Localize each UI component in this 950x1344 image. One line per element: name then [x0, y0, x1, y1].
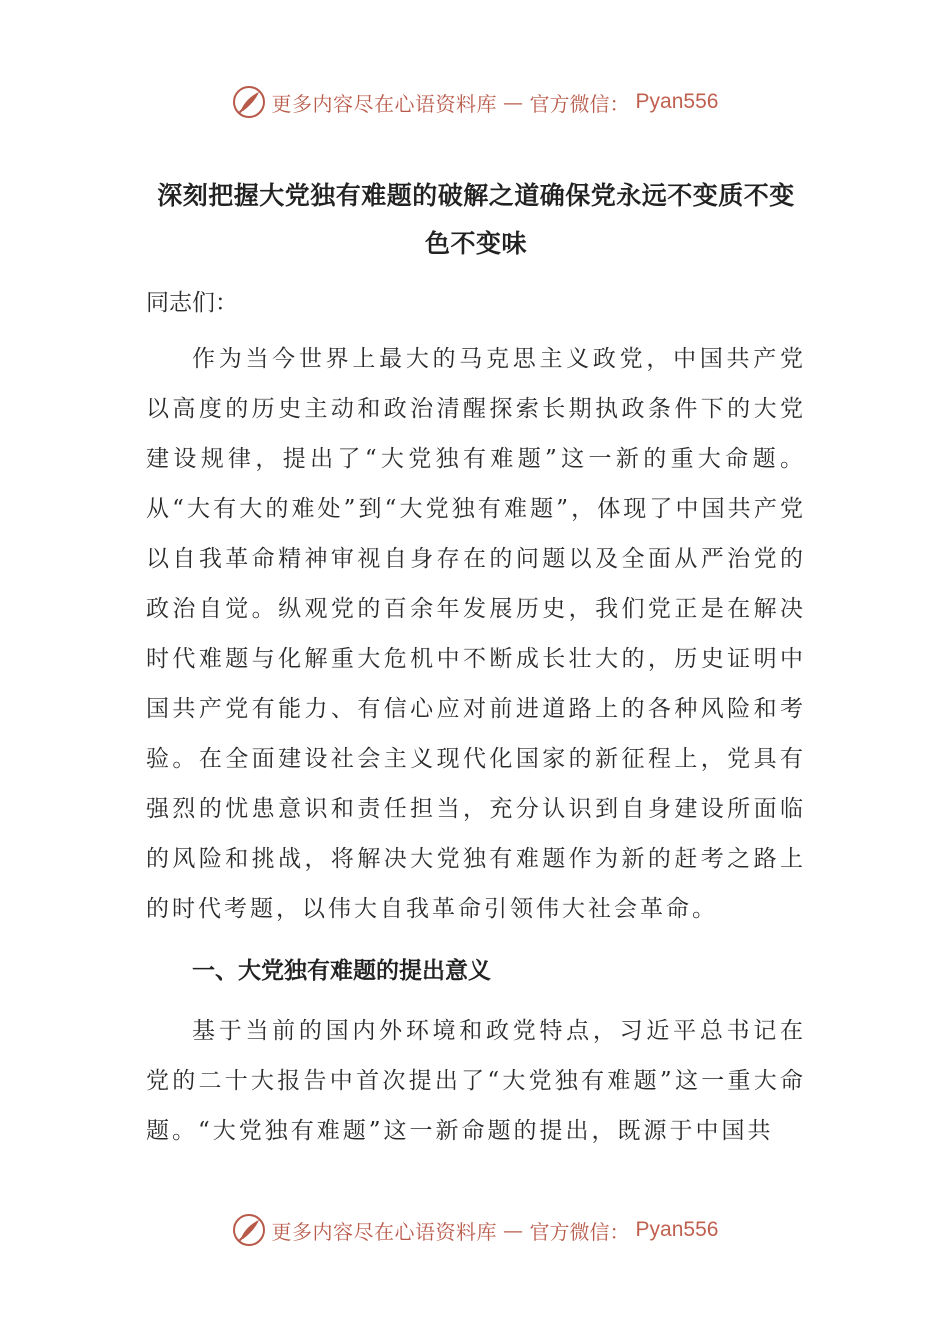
- paragraph: 基于当前的国内外环境和政党特点，习近平总书记在党的二十大报告中首次提出了“大党独有难题”这一重大命题。“大党独有难题”这一新命题的提出，既源于中国共: [146, 1018, 806, 1144]
- document-body: [146, 172, 806, 1156]
- header-wechat-label: 官方微信：: [529, 91, 630, 116]
- footer-wechat-id: Pyan556: [635, 1218, 719, 1241]
- quill-logo-icon: [232, 1213, 266, 1247]
- header-separator: —: [503, 90, 524, 114]
- header-banner: [0, 82, 950, 122]
- salutation: 同志们：: [146, 290, 238, 316]
- footer-brand-text: 更多内容尽在心语资料库: [271, 1219, 498, 1244]
- footer-wechat-label: 官方微信：: [529, 1219, 630, 1244]
- document-title: 深刻把握大党独有难题的破解之道确保党永远不变质不变色不变味: [157, 181, 795, 258]
- footer-separator: —: [503, 1218, 524, 1242]
- header-brand-text: 更多内容尽在心语资料库: [271, 91, 498, 116]
- footer-banner: [0, 1210, 950, 1250]
- header-wechat-id: Pyan556: [635, 90, 719, 113]
- paragraph: 作为当今世界上最大的马克思主义政党，中国共产党以高度的历史主动和政治清醒探索长期执政条件下的大党建设规律，提出了“大党独有难题”这一新的重大命题。从“大有大的难处”到“大党独有难题”，体现了中国共产党以自我革命精神审视自身存在的问题以及全面从严治党的政治自觉。纵观党的百余年发展历史，我们党正是在解决时代难题与化解重大危机中不断成长壮大的，历史证明中国共产党有能力、有信心应对前进道路上的各种风险和考验。在全面建设社会主义现代化国家的新征程上，党具有强烈的忧患意识和责任担当，充分认识到自身建设所面临的风险和挑战，将解决大党独有难题作为新的赶考之路上的时代考题，以伟大自我革命引领伟大社会革命。: [146, 346, 806, 922]
- section-heading: 一、大党独有难题的提出意义: [192, 958, 491, 984]
- quill-logo-icon: [232, 85, 266, 119]
